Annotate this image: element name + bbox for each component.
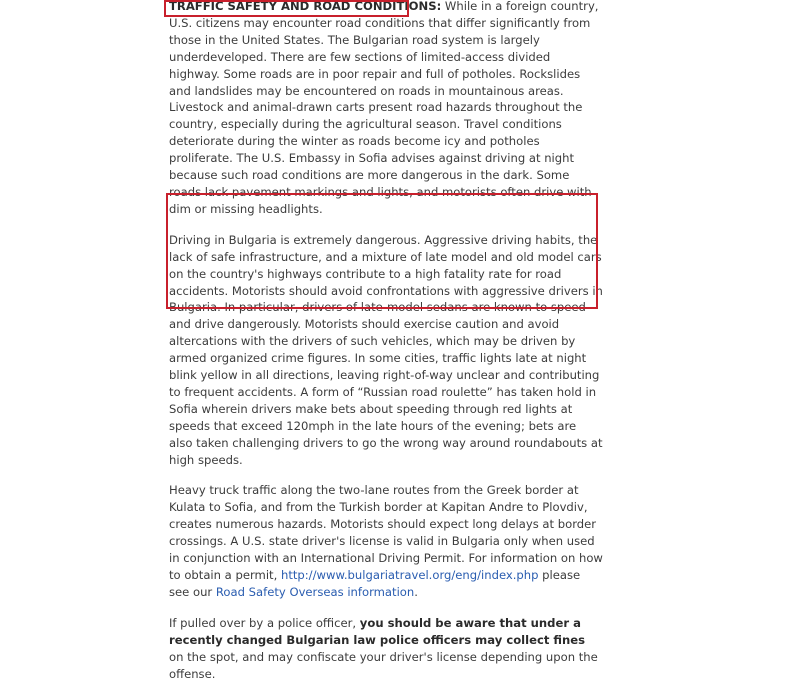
paragraph-driving-danger (169, 232, 603, 469)
article-body (169, 0, 603, 682)
bulgariatravel-link[interactable]: http://www.bulgariatravel.org/eng/index.php (280, 568, 539, 582)
paragraph-text: Heavy truck traffic along the two-lane routes from the Greek border at Kulata to Sofia, and from the Turkish border at Kapitan Andre to Plovdiv, creates numerous hazards. Motorists should expect long delays at border crossings. A U.S. state driver's license is valid in Bulgaria only when used in conjunction with an International Driving Permit. For information on how to obtain a permit, (169, 483, 603, 582)
bold-warning: you should be aware that under a recently changed Bulgarian law police officers may collect fines (169, 615, 586, 647)
section-heading: TRAFFIC SAFETY AND ROAD CONDITIONS: (169, 0, 442, 13)
paragraph-text: In some cities, traffic lights late at night blink yellow in all directions, leaving right-of-way unclear and contributing to frequent accidents. A form of “Russian road roulette” has taken hold in Sofia wherein drivers make bets about speeding through red lights at speeds that exceed 120mph in the late hours of the evening; bets are also taken challenging drivers to go the wrong way around roundabouts at high speeds. (169, 351, 603, 467)
paragraph-text-end: on the spot, and may confiscate your driver's license depending upon the offense. (169, 649, 598, 681)
paragraph-traffic-safety (169, 0, 603, 218)
paragraph-text-end: . (414, 584, 418, 599)
road-safety-overseas-link[interactable]: Road Safety Overseas information (215, 584, 415, 599)
highlighted-text: Driving in Bulgaria is extremely dangerous. Aggressive driving habits, the lack of safe infrastructure, and a mixture of late model and old model cars on the country's highways contribute to a high fatality rate for road accidents. Motorists should avoid confrontations with aggressive drivers in Bulgaria. In particular, drivers of late-model sedans are known to speed and drive dangerously. Motorists should exercise caution and avoid altercations with the drivers of such vehicles, which may be driven by armed organized crime figures. (169, 232, 603, 366)
paragraph-text-start: If pulled over by a police officer, (169, 615, 360, 630)
paragraph-text-middle: please see our (169, 568, 581, 599)
paragraph-police-fines (169, 615, 603, 682)
paragraph-truck-traffic (169, 482, 603, 600)
paragraph-text: While in a foreign country, U.S. citizens may encounter road conditions that differ significantly from those in the United States. The Bulgarian road system is largely underdeveloped. There are few sections of limited-access divided highway. Some roads are in poor repair and full of potholes. Rockslides and landslides may be encountered on roads in mountainous areas. Livestock and animal-drawn carts present road hazards throughout the country, especially during the agricultural season. Travel conditions deteriorate during the winter as roads become icy and potholes proliferate. The U.S. Embassy in Sofia advises against driving at night because such road conditions are more dangerous in the dark. Some roads lack pavement markings and lights, and motorists often drive with dim or missing headlights. (169, 0, 599, 216)
